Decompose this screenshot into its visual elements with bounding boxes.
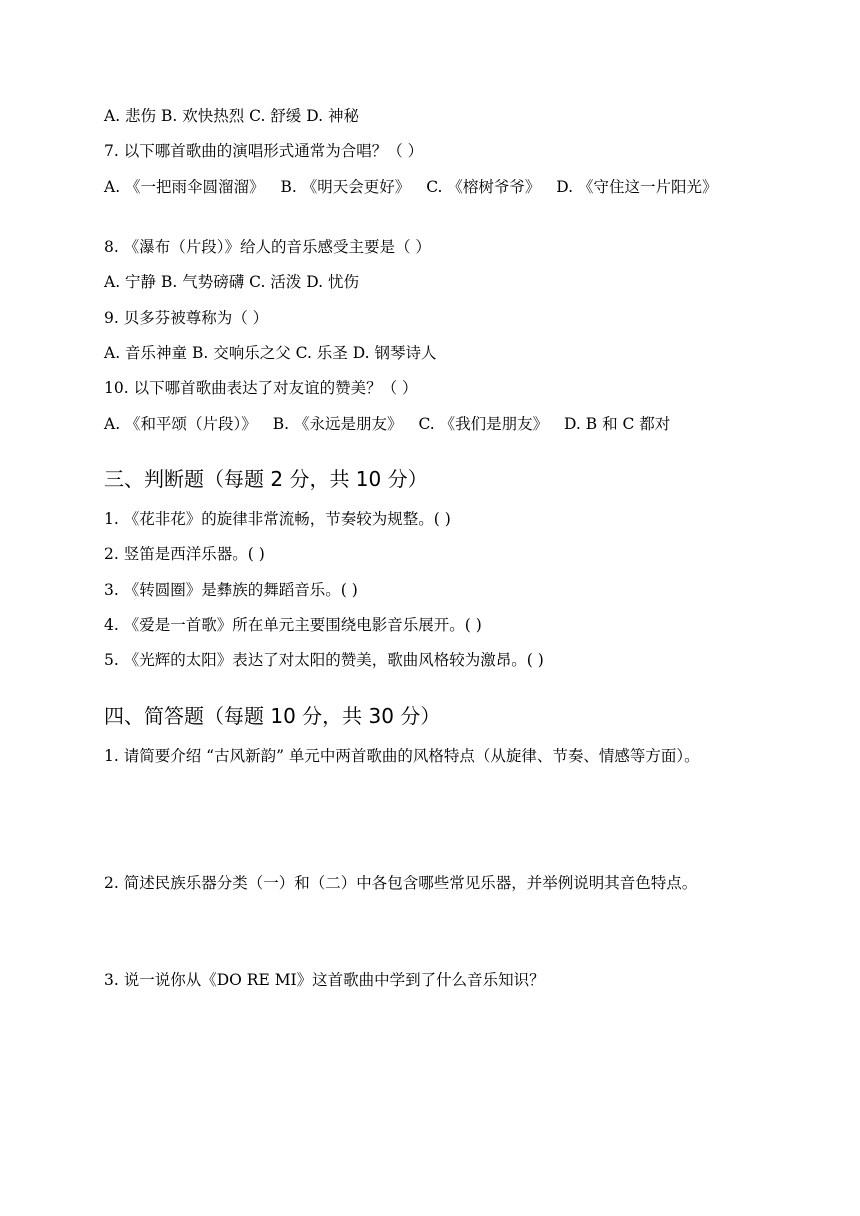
judge-item-1: 1. 《花非花》的旋律非常流畅，节奏较为规整。( ) xyxy=(104,510,451,528)
section4-heading: 四、简答题（每题 10 分，共 30 分） xyxy=(104,704,441,728)
q7-stem: 7. 以下哪首歌曲的演唱形式通常为合唱？（ ） xyxy=(104,142,424,160)
q10-option-d: D. B 和 C 都对 xyxy=(564,415,671,433)
section3-heading: 三、判断题（每题 2 分，共 10 分） xyxy=(104,467,428,491)
q7-option-b: B. 《明天会更好》 xyxy=(280,178,411,196)
q7-options xyxy=(104,177,718,197)
q7-option-c: C. 《榕树爷爷》 xyxy=(426,178,541,196)
q7-option-d: D. 《守住这一片阳光》 xyxy=(556,178,718,196)
q6-options: A. 悲伤 B. 欢快热烈 C. 舒缓 D. 神秘 xyxy=(104,107,359,125)
q9-options: A. 音乐神童 B. 交响乐之父 C. 乐圣 D. 钢琴诗人 xyxy=(104,344,437,362)
q10-stem: 10. 以下哪首歌曲表达了对友谊的赞美？（ ） xyxy=(104,379,418,397)
q7-option-a: A. 《一把雨伞圆溜溜》 xyxy=(104,178,265,196)
judge-item-3: 3. 《转圆圈》是彝族的舞蹈音乐。( ) xyxy=(104,581,358,599)
q10-option-c: C. 《我们是朋友》 xyxy=(418,415,549,433)
judge-item-5: 5. 《光辉的太阳》表达了对太阳的赞美，歌曲风格较为激昂。( ) xyxy=(104,651,544,669)
judge-item-4: 4. 《爱是一首歌》所在单元主要围绕电影音乐展开。( ) xyxy=(104,616,482,634)
q10-option-b: B. 《永远是朋友》 xyxy=(272,415,403,433)
q10-options xyxy=(104,414,670,434)
short-answer-2: 2. 简述民族乐器分类（一）和（二）中各包含哪些常见乐器，并举例说明其音色特点。 xyxy=(104,874,698,892)
q8-options: A. 宁静 B. 气势磅礴 C. 活泼 D. 忧伤 xyxy=(104,273,359,291)
q10-option-a: A. 《和平颂（片段）》 xyxy=(104,415,257,433)
q9-stem: 9. 贝多芬被尊称为（ ） xyxy=(104,309,269,327)
judge-item-2: 2. 竖笛是西洋乐器。( ) xyxy=(104,545,265,563)
q8-stem: 8. 《瀑布（片段）》给人的音乐感受主要是（ ） xyxy=(104,238,431,256)
short-answer-3: 3. 说一说你从《DO RE MI》这首歌曲中学到了什么音乐知识？ xyxy=(104,971,545,989)
short-answer-1: 1. 请简要介绍 “古风新韵” 单元中两首歌曲的风格特点（从旋律、节奏、情感等方面）。 xyxy=(104,747,700,765)
